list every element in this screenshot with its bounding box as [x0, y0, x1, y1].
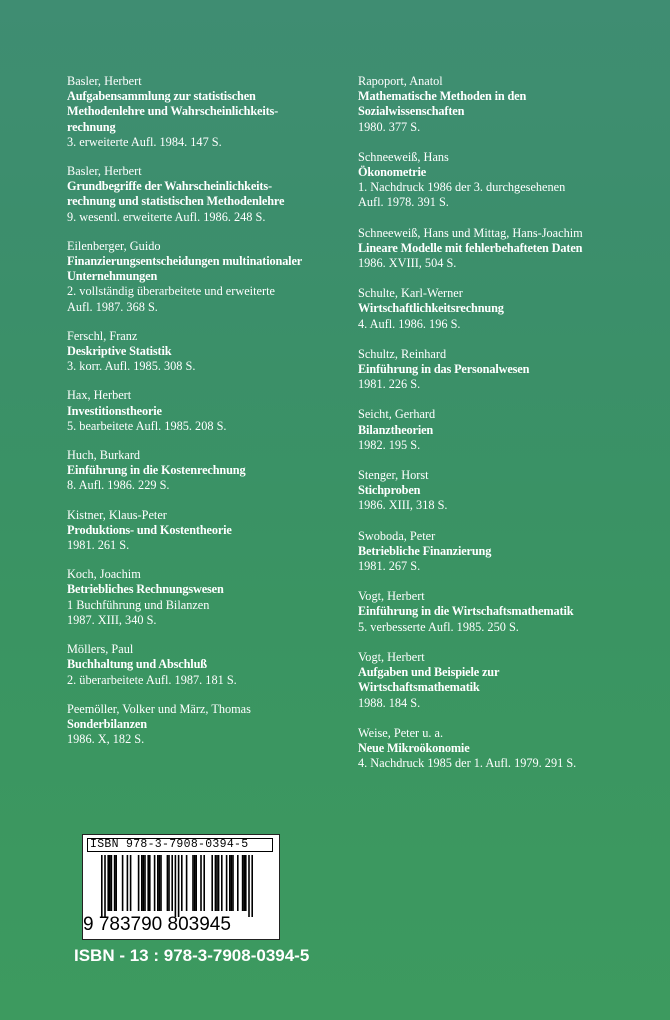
- book-entry: [358, 529, 658, 575]
- barcode-bar: [127, 855, 129, 911]
- book-author: Vogt, Herbert: [358, 649, 425, 664]
- book-author: Swoboda, Peter: [358, 528, 436, 543]
- barcode-bar: [168, 855, 170, 911]
- book-publication-info: 1980. 377 S.: [358, 119, 421, 134]
- book-title: Einführung in die Wirtschaftsmathematik: [358, 604, 574, 619]
- barcode-bar: [195, 855, 197, 911]
- barcode-bar: [245, 855, 247, 911]
- book-publication-info: 1 Buchführung und Bilanzen 1987. XIII, 340 S.: [67, 597, 210, 627]
- book-entry: [358, 74, 658, 135]
- book-author: Möllers, Paul: [67, 642, 134, 657]
- book-entry: [67, 388, 329, 434]
- barcode-bar: [107, 855, 109, 911]
- book-publication-info: 1981. 261 S.: [67, 538, 130, 553]
- book-publication-info: 5. verbesserte Aufl. 1985. 250 S.: [358, 619, 519, 634]
- barcode-bar: [149, 855, 151, 911]
- book-author: Schulte, Karl-Werner: [358, 286, 463, 301]
- book-publication-info: 2. vollständig überarbeitete und erweiterte Aufl. 1987. 368 S.: [67, 284, 275, 314]
- barcode-bar: [203, 855, 205, 911]
- book-publication-info: 1981. 226 S.: [358, 377, 421, 392]
- book-title: Buchhaltung und Abschluß: [67, 657, 207, 672]
- barcode-bar: [216, 855, 218, 911]
- barcode-bar: [243, 855, 245, 911]
- barcode-bar: [231, 855, 233, 911]
- book-publication-info: 4. Nachdruck 1985 der 1. Aufl. 1979. 291 S.: [358, 756, 577, 771]
- barcode-bar: [229, 855, 231, 911]
- book-title: Betriebliche Finanzierung: [358, 543, 492, 558]
- book-title: Deskriptive Statistik: [67, 344, 172, 359]
- isbn-barcode: [82, 834, 280, 940]
- book-title: Ökonometrie: [358, 165, 427, 180]
- book-title: Betriebliches Rechnungswesen: [67, 582, 224, 597]
- barcode-bar: [160, 855, 162, 911]
- barcode-bar: [186, 855, 188, 911]
- book-entry: [67, 508, 329, 554]
- book-author: Schneeweiß, Hans und Mittag, Hans-Joachim: [358, 225, 583, 240]
- book-publication-info: 2. überarbeitete Aufl. 1987. 181 S.: [67, 672, 237, 687]
- barcode-bar: [181, 855, 183, 911]
- book-author: Koch, Joachim: [67, 567, 141, 582]
- barcode-bar: [109, 855, 111, 911]
- book-publication-info: 1986. XIII, 318 S.: [358, 498, 448, 513]
- book-author: Schneeweiß, Hans: [358, 149, 449, 164]
- barcode-bar: [157, 855, 159, 911]
- book-entry: [358, 468, 658, 514]
- book-author: Basler, Herbert: [67, 74, 142, 88]
- barcode-bar: [144, 855, 146, 911]
- book-entry: [67, 164, 329, 225]
- barcode-bar: [200, 855, 202, 911]
- book-author: Kistner, Klaus-Peter: [67, 507, 167, 522]
- book-publication-info: 1986. X, 182 S.: [67, 732, 145, 747]
- barcode-bar: [248, 855, 250, 917]
- book-publication-info: 1988. 184 S.: [358, 695, 421, 710]
- book-author: Schultz, Reinhard: [358, 346, 447, 361]
- book-title: Produktions- und Kostentheorie: [67, 522, 232, 537]
- book-entry: [67, 702, 329, 748]
- book-author: Hax, Herbert: [67, 388, 132, 403]
- barcode-bar: [192, 855, 194, 911]
- barcode-digits: 9 783790 803945: [83, 914, 231, 935]
- barcode-bar: [171, 855, 173, 911]
- book-publication-info: 9. wesentl. erweiterte Aufl. 1986. 248 S.: [67, 209, 266, 224]
- barcode-bar: [175, 855, 177, 917]
- book-author: Peemöller, Volker und März, Thomas: [67, 701, 251, 716]
- barcode-isbn-label: ISBN 978-3-7908-0394-5: [87, 838, 273, 852]
- book-title: Aufgabensammlung zur statistischen Methodenlehre und Wahrscheinlichkeits- rechnung: [67, 89, 279, 134]
- book-author: Basler, Herbert: [67, 164, 142, 179]
- barcode-bar: [130, 855, 132, 911]
- book-title: Bilanztheorien: [358, 422, 434, 437]
- book-entry: [358, 589, 658, 635]
- barcode-bar: [147, 855, 149, 911]
- book-entry: [67, 329, 329, 375]
- book-title: Neue Mikroökonomie: [358, 740, 470, 755]
- book-publication-info: 1986. XVIII, 504 S.: [358, 256, 457, 271]
- book-entry: [358, 226, 658, 272]
- book-publication-info: 1982. 195 S.: [358, 437, 421, 452]
- book-publication-info: 3. korr. Aufl. 1985. 308 S.: [67, 359, 196, 374]
- barcode-bar: [242, 855, 244, 911]
- book-title: Einführung in die Kostenrechnung: [67, 463, 246, 478]
- book-publication-info: 1981. 267 S.: [358, 559, 421, 574]
- book-entry: [358, 150, 658, 211]
- book-publication-info: 1. Nachdruck 1986 der 3. durchgesehenen Aufl. 1978. 391 S.: [358, 180, 566, 210]
- barcode-bar: [101, 855, 103, 917]
- isbn-13-text: ISBN - 13 : 978-3-7908-0394-5: [74, 946, 310, 965]
- barcode-bar: [215, 855, 217, 911]
- book-title: Grundbegriffe der Wahrscheinlichkeits- rechnung und statistischen Methodenlehre: [67, 179, 285, 209]
- barcode-bar: [104, 855, 106, 917]
- book-title: Finanzierungsentscheidungen multinationaler Unternehmungen: [67, 254, 303, 284]
- book-publication-info: 4. Aufl. 1986. 196 S.: [358, 316, 461, 331]
- barcode-bar: [167, 855, 169, 911]
- barcode-bar: [211, 855, 213, 911]
- book-publication-info: 3. erweiterte Aufl. 1984. 147 S.: [67, 134, 222, 149]
- book-publication-info: 8. Aufl. 1986. 229 S.: [67, 478, 170, 493]
- barcode-bar: [159, 855, 161, 911]
- book-title: Investitionstheorie: [67, 403, 162, 418]
- barcode-bar: [221, 855, 223, 911]
- book-entry: [67, 567, 329, 628]
- book-author: Vogt, Herbert: [358, 589, 425, 604]
- barcode-bar: [218, 855, 220, 911]
- book-title: Stichproben: [358, 483, 421, 498]
- book-entry: [358, 650, 658, 711]
- book-title: Mathematische Methoden in den Sozialwissenschaften: [358, 89, 527, 119]
- book-entry: [358, 726, 658, 772]
- barcode-bar: [237, 855, 239, 911]
- barcode-bar: [114, 855, 116, 911]
- barcode-bar: [178, 855, 180, 917]
- book-entry: [358, 347, 658, 393]
- barcode-bar: [154, 855, 156, 911]
- barcode-bars: [83, 855, 279, 917]
- barcode-bar: [115, 855, 117, 911]
- barcode-bar: [194, 855, 196, 911]
- barcode-bar: [111, 855, 113, 911]
- book-entry: [67, 239, 329, 315]
- book-author: Ferschl, Franz: [67, 328, 138, 343]
- book-list-right: [358, 74, 658, 771]
- barcode-bar: [232, 855, 234, 911]
- book-author: Weise, Peter u. a.: [358, 725, 444, 740]
- book-title: Einführung in das Personalwesen: [358, 362, 530, 377]
- book-publication-info: 5. bearbeitete Aufl. 1985. 208 S.: [67, 418, 227, 433]
- barcode-bar: [251, 855, 253, 917]
- book-author: Huch, Burkard: [67, 448, 141, 463]
- book-author: Eilenberger, Guido: [67, 238, 161, 253]
- book-title: Lineare Modelle mit fehlerbehafteten Daten: [358, 240, 583, 255]
- book-author: Stenger, Horst: [358, 468, 429, 483]
- book-entry: [67, 448, 329, 494]
- book-entry: [358, 286, 658, 332]
- barcode-bar: [141, 855, 143, 911]
- book-title: Sonderbilanzen: [67, 716, 147, 731]
- barcode-bar: [122, 855, 124, 911]
- book-entry: [358, 407, 658, 453]
- book-author: Seicht, Gerhard: [358, 407, 436, 422]
- barcode-bar: [143, 855, 145, 911]
- book-author: Rapoport, Anatol: [358, 74, 443, 88]
- book-title: Aufgaben und Beispiele zur Wirtschaftsmathematik: [358, 665, 500, 695]
- barcode-bar: [138, 855, 140, 911]
- book-list-left: [67, 74, 329, 747]
- book-entry: [67, 642, 329, 688]
- book-entry: [67, 74, 329, 150]
- barcode-bar: [226, 855, 228, 911]
- book-title: Wirtschaftlichkeitsrechnung: [358, 301, 504, 316]
